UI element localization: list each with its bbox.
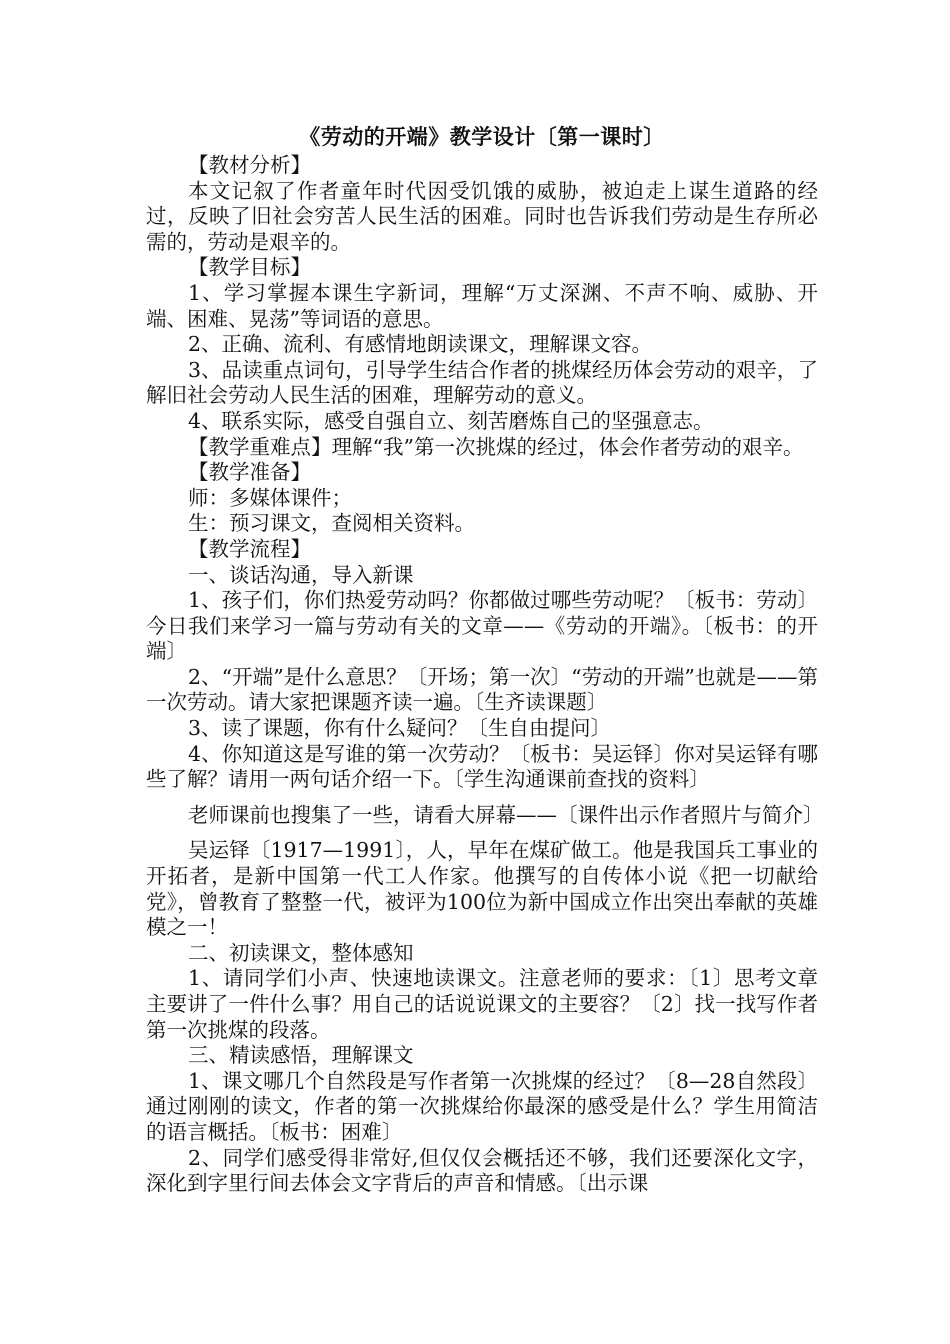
- body-paragraph: 3、读了课题，你有什么疑问？〔生自由提问〕: [188, 716, 612, 741]
- body-paragraph: 师：多媒体课件；: [188, 485, 352, 510]
- body-paragraph: 2、正确、流利、有感情地朗读课文，理解课文容。: [188, 332, 653, 357]
- document-body: [146, 153, 824, 1197]
- document-page: [146, 121, 824, 1197]
- body-paragraph: 1、课文哪几个自然段是写作者第一次挑煤的经过？〔8—28自然段〕通过刚刚的读文，作者的第一次挑煤给你最深的感受是什么？学生用简洁的语言概括。〔板书：困难〕: [146, 1068, 818, 1144]
- body-paragraph: 三、精读感悟，理解课文: [188, 1043, 414, 1068]
- body-paragraph: 一、谈话沟通，导入新课: [188, 562, 414, 587]
- body-paragraph: 1、孩子们，你们热爱劳动吗？你都做过哪些劳动呢？〔板书：劳动〕今日我们来学习一篇与劳动有关的文章——《劳动的开端》。〔板书：的开端〕: [146, 588, 818, 664]
- body-paragraph: 本文记叙了作者童年时代因受饥饿的威胁，被迫走上谋生道路的经过，反映了旧社会穷苦人民生活的困难。同时也告诉我们劳动是生存所必需的，劳动是艰辛的。: [146, 178, 818, 254]
- body-paragraph: 【教学准备】: [188, 460, 311, 485]
- body-paragraph: 1、学习掌握本课生字新词，理解“万丈深渊、不声不响、威胁、开端、困难、晃荡”等词语的意思。: [146, 280, 818, 331]
- body-paragraph: 【教学流程】: [188, 536, 311, 561]
- body-paragraph: 2、“开端”是什么意思？〔开场；第一次〕“劳动的开端”也就是——第一次劳动。请大家把课题齐读一遍。〔生齐读课题〕: [146, 664, 818, 715]
- body-paragraph: 2、同学们感受得非常好,但仅仅会概括还不够，我们还要深化文字，深化到字里行间去体会文字背后的声音和情感。〔出示课: [146, 1145, 818, 1196]
- body-paragraph: 二、初读课文，整体感知: [188, 940, 414, 965]
- body-paragraph: 【教学重难点】理解“我”第一次挑煤的经过，体会作者劳动的艰辛。: [188, 434, 804, 459]
- body-paragraph: 4、你知道这是写谁的第一次劳动？〔板书：吴运铎〕你对吴运铎有哪些了解？请用一两句话介绍一下。〔学生沟通课前查找的资料〕: [146, 741, 818, 792]
- body-paragraph: 【教材分析】: [188, 153, 311, 177]
- document-title: 《劳动的开端》教学设计〔第一课时〕: [299, 124, 665, 149]
- body-paragraph: 1、请同学们小声、快速地读课文。注意老师的要求：〔1〕思考文章主要讲了一件什么事？用自己的话说说课文的主要容？〔2〕找一找写作者第一次挑煤的段落。: [146, 966, 818, 1042]
- body-paragraph: 4、联系实际，感受自强自立、刻苦磨炼自己的坚强意志。: [188, 408, 714, 433]
- body-paragraph: 生：预习课文，查阅相关资料。: [188, 511, 475, 536]
- body-paragraph: 吴运铎〔1917—1991〕，人，早年在煤矿做工。他是我国兵工事业的开拓者，是新中国第一代工人作家。他撰写的自传体小说《把一切献给党》，曾教育了整整一代，被评为100位为新中国成立作出突出奉献的英雄模之一！: [146, 838, 818, 940]
- body-paragraph: 【教学目标】: [188, 255, 311, 280]
- body-paragraph: 3、品读重点词句，引导学生结合作者的挑煤经历体会劳动的艰辛，了解旧社会劳动人民生活的困难，理解劳动的意义。: [146, 357, 818, 408]
- body-paragraph: 老师课前也搜集了一些，请看大屏幕——〔课件出示作者照片与简介〕: [188, 802, 824, 827]
